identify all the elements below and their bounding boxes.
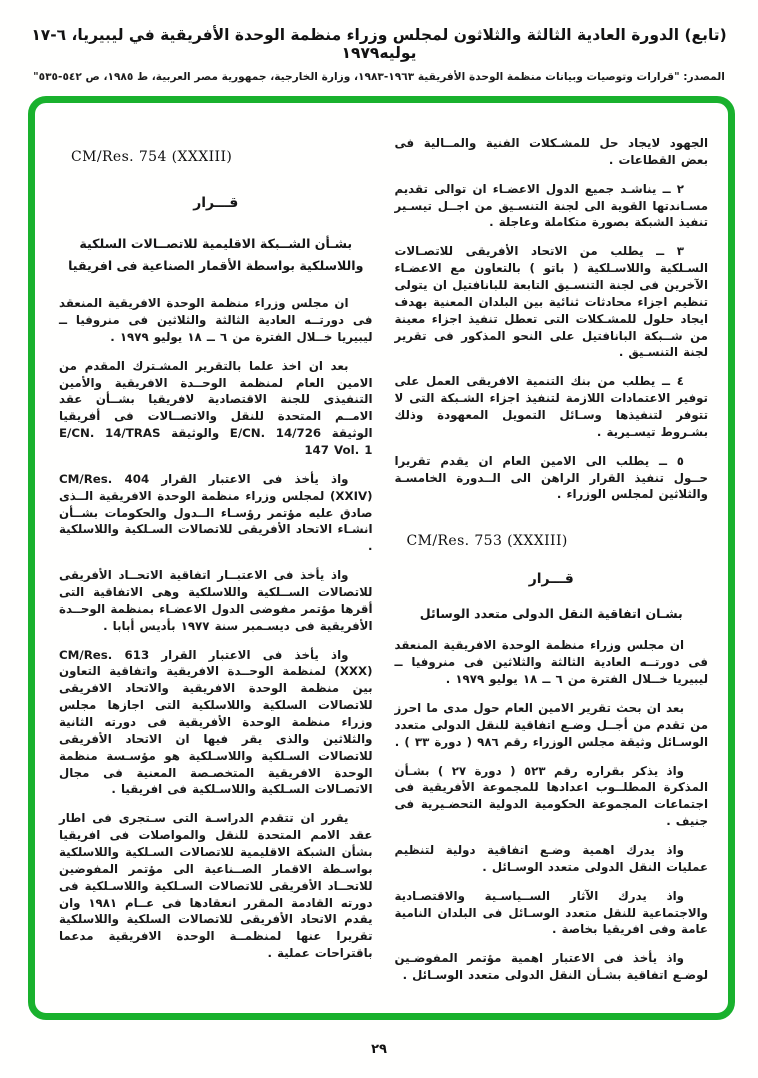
resolution-753-paragraph: واذ يذكر بقراره رقم ٥٢٣ ( دورة ٢٧ ) بشـأن المذكرة المطلــوب اعدادها للمجموعة الأفريقية فى اجتماعات المجموعة الحكومية الدولية التحضـيرية فى جنيف . <box>394 763 708 829</box>
resolution-753-heading: قـــرار <box>528 571 574 588</box>
resolution-753-paragraph: واذ يدرك الآثار الســياسـية والاقتصـادية والاجتماعية للنقل متعدد الوسـائل فى البلدان النامية عامة وفى افريقيا بخاصة . <box>394 888 708 937</box>
continued-paragraph: ٥ ــ يطلب الى الامين العام ان يقدم تقريرا حــول تنفيذ القرار الراهن الى الــدورة الخامسـة والثلاثين لمجلس الوزراء . <box>394 453 708 502</box>
doc-ref-754: CM/Res. 754 (XXXIII) <box>71 149 233 165</box>
continued-paragraph: ٣ ــ يطلب من الاتحاد الأفريقى للاتصـالات السـلكية واللاسـلكية ( باتو ) بالتعاون مع الاعضـاء الآخرين فى لجنة التنسـيق التابعة للبانافتيل ان يتولى تنظيم اجزاء محادثات ثنائية بين البلدان المعنية بهدف ايجاد حلول للمشـكلات التى تعطل تنفيذ اجزاء معينة من شــبكة البانافتيل على النحو المذكور فى تقرير لجنة التنسـيق . <box>394 244 708 360</box>
resolution-754-paragraph: واذ يأخذ فى الاعتبار القرار CM/Res. 613 (XXX) لمنظمة الوحــدة الافريقية واتفاقية التعاون بين منظمة الوحدة الافريقية والاتحاد الافريقى للاتصالات السلكية واللاسلكية التى اجازها مجلس وزراء منظمة الوحدة الأفريقية فى دورته الثانية والثلاثين والذى يقر فيها ان الاتحاد الأفريقى للاتصالات السـلكية واللاسـلكية هو مؤسـسة منظمة الوحدة الافريقية المتخصـصة المعنية فى مجال الاتصـالات السـلكية واللاسـلكية فى افريقيا . <box>59 647 373 797</box>
resolution-754-paragraph: واذ يأخذ فى الاعتبار القرار CM/Res. 404 (XXIV) لمجلس وزراء منظمة الوحدة الافريقية الــذى صادق عليه مؤتمر رؤسـاء الــدول والحكومات بشــأن انشـاء الاتحاد الأفريقى للاتصالات السـلكية واللاسلكية . <box>59 471 373 554</box>
resolution-753-paragraph: واذ يدرك اهمية وضـع اتفاقية دولية لتنظيم عمليات النقل الدولى متعدد الوسـائل . <box>394 842 708 874</box>
continued-paragraph: ٢ ــ يناشـد جميع الدول الاعضـاء ان توالى تقديم مسـاندتها القوية الى لجنة التنسـيق من اجــل تيسـير تنفيذ الشبكة بصورة متكاملة وعاجلة . <box>394 181 708 230</box>
header-source-line: المصدر: "قرارات وتوصيات وبيانات منظمة الوحدة الأفريقية ١٩٦٣-١٩٨٣، وزارة الخارجية، جمهورية مصر العربية، ط ١٩٨٥، ص ٥٤٢-٥٣٥" <box>33 71 725 83</box>
resolution-754-paragraph: يقرر ان تتقدم الدراسـة التى سـتجرى فى اطار عقد الامم المتحدة للنقل والمواصلات فى افريقيا بشأن الشبكة الاقليمية للاتصالات السـلكية واللاسلكية بواسـطة الاقمار الصــناعية الى مؤتمر المفوضين للاتحــاد الأفريقى للاتصالات السـلكية واللاسـلكية فى دورته القادمة المقرر انعقادها فى عــام ١٩٨١ وان يقدم الاتحاد الأفريقى للاتصالات السلكية واللاسلكية تقريرا عنها لمنظمــة الوحدة الافريقية مدعما باقتراحات عملية . <box>59 811 373 961</box>
doc-ref-753: CM/Res. 753 (XXXIII) <box>406 533 568 550</box>
resolution-753-paragraph: واذ يأخذ فى الاعتبار اهمية مؤتمر المفوضـين لوضـع اتفاقية بشـأن النقل الدولى متعدد الوسـائل . <box>394 951 708 983</box>
column-left <box>59 135 373 1005</box>
resolution-753-subject: بشـان اتفاقية النقل الدولى متعدد الوسائل <box>419 606 683 622</box>
page-number: ٢٩ <box>371 1042 387 1057</box>
resolution-754-subject: بشـأن الشــبكة الاقليمية للاتصــالات السلكية واللاسلكية بواسطة الأقمار الصناعية فى افريقيا <box>68 236 364 274</box>
continued-paragraph: ٤ ــ يطلب من بنك التنمية الافريقى العمل على توفير الاعتمادات اللازمة لتنفيذ اجزاء الشـبكة التى لا تتوفر لتنفيذها وسـائل التمويل المعهودة وذلك بشـروط تيسـيرية . <box>394 374 708 439</box>
green-border-frame <box>28 96 735 1020</box>
column-right <box>395 135 709 1005</box>
continued-paragraph: الجهود لايجاد حل للمشـكلات الفنية والمــالية فى بعض القطاعات . <box>394 136 708 167</box>
resolution-754-paragraph: واذ يأخذ فى الاعتبــار اتفاقية الاتحــاد الأفريقى للاتصالات الســلكية واللاسلكية وهى الاتفاقية التى أقرها مؤتمر مفوضى الدول الاعضـاء بمنظمة الوحــدة الأفريقية فى ديسـمبر سنة ١٩٧٧ بأديس أبابا . <box>59 568 373 633</box>
resolution-754-paragraph: ان مجلس وزراء منظمة الوحدة الافريقية المنعقد فى دورتــه العادية الثالثة والثلاثين فى منروفيا ــ ليبيريا خــلال الفترة من ٦ ــ ١٨ يوليو ١٩٧٩ . <box>59 296 373 344</box>
header-session-line: (تابع) الدورة العادية الثالثة والثلاثون لمجلس وزراء منظمة الوحدة الأفريقية في ليبيريا، ٦-١٧ يوليه١٩٧٩ <box>31 26 727 62</box>
resolution-754-paragraph: بعد ان اخذ علما بالتقرير المشـترك المقدم من الامين العام لمنظمة الوحــدة الافريقية والأمين التنفيذى للجنة الاقتصادية لافريقيا بشــأن عقد الامــم المتحدة للنقل والاتصــالات فى أفريقيا الوثيقة E/CN. 14/726 والوثيقة E/CN. 14/TRAS 147 Vol. 1 <box>59 358 373 457</box>
two-column-layout <box>59 135 708 1005</box>
resolution-753-paragraph: بعد ان بحث تقرير الامين العام حول مدى ما احرز من تقدم من أجــل وضـع اتفاقية للنقل الدولى متعدد الوسـائل وثيقة مجلس الوزراء رقم ٩٨٦ ( دورة ٣٣ ) . <box>394 700 708 749</box>
resolution-753-paragraph: ان مجلس وزراء منظمة الوحدة الافريقية المنعقد فى دورتــه العادية الثالثة والثلاثين فى منروفيا ــ ليبيريا خــلال الفترة من ٦ ــ ١٨ يوليو ١٩٧٩ . <box>394 638 708 687</box>
resolution-754-heading: قـــرار <box>193 195 239 211</box>
page-header <box>0 26 758 83</box>
